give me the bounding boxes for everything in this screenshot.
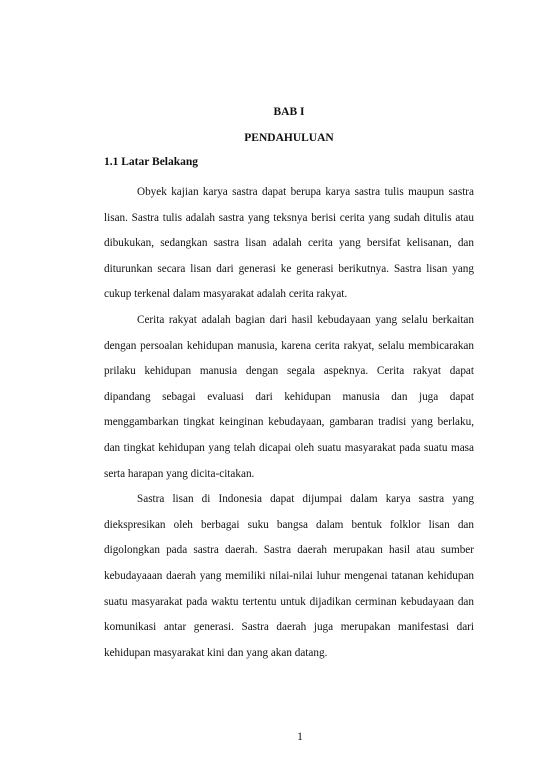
page-number: 1 bbox=[297, 731, 303, 743]
paragraph-3: Sastra lisan di Indonesia dapat dijumpai dalam karya sastra yang diekspresikan oleh berbagai suku bangsa dalam bentuk folklor lisan dan digolongkan pada sastra daerah. Sastra daerah merupakan hasil atau sumber kebudayaaan daerah yang memiliki nilai-nilai luhur mengenai tatanan kehidupan suatu masyarakat pada waktu tertentu untuk dijadikan cerminan kebudayaan dan komunikasi antar generasi. Sastra daerah juga merupakan manifestasi dari kehidupan masyarakat kini dan yang akan datang. bbox=[104, 493, 474, 659]
paragraph-2: Cerita rakyat adalah bagian dari hasil kebudayaan yang selalu berkaitan dengan persoalan kehidupan manusia, karena cerita rakyat, selalu membicarakan prilaku kehidupan manusia dengan segala aspeknya. Cerita rakyat dapat dipandang sebagai evaluasi dari kehidupan manusia dan juga dapat menggambarkan tingkat keinginan kebudayaan, gambaran tradisi yang berlaku, dan tingkat kehidupan yang telah dicapai oleh suatu masyarakat pada suatu masa serta harapan yang dicita-citakan. bbox=[104, 313, 474, 480]
section-title: 1.1 Latar Belakang bbox=[104, 156, 199, 168]
paragraph-1: Obyek kajian karya sastra dapat berupa karya sastra tulis maupun sastra lisan. Sastra tulis adalah sastra yang teksnya berisi cerita yang sudah ditulis atau dibukukan, sedangkan sastra lisan adalah cerita yang bersifat kelisanan, dan diturunkan secara lisan dari generasi ke generasi berikutnya. Sastra lisan yang cukup terkenal dalam masyarakat adalah cerita rakyat. bbox=[104, 186, 474, 301]
chapter-title: PENDAHULUAN bbox=[244, 132, 334, 144]
body-text bbox=[104, 180, 474, 666]
chapter-label: BAB I bbox=[273, 106, 305, 118]
